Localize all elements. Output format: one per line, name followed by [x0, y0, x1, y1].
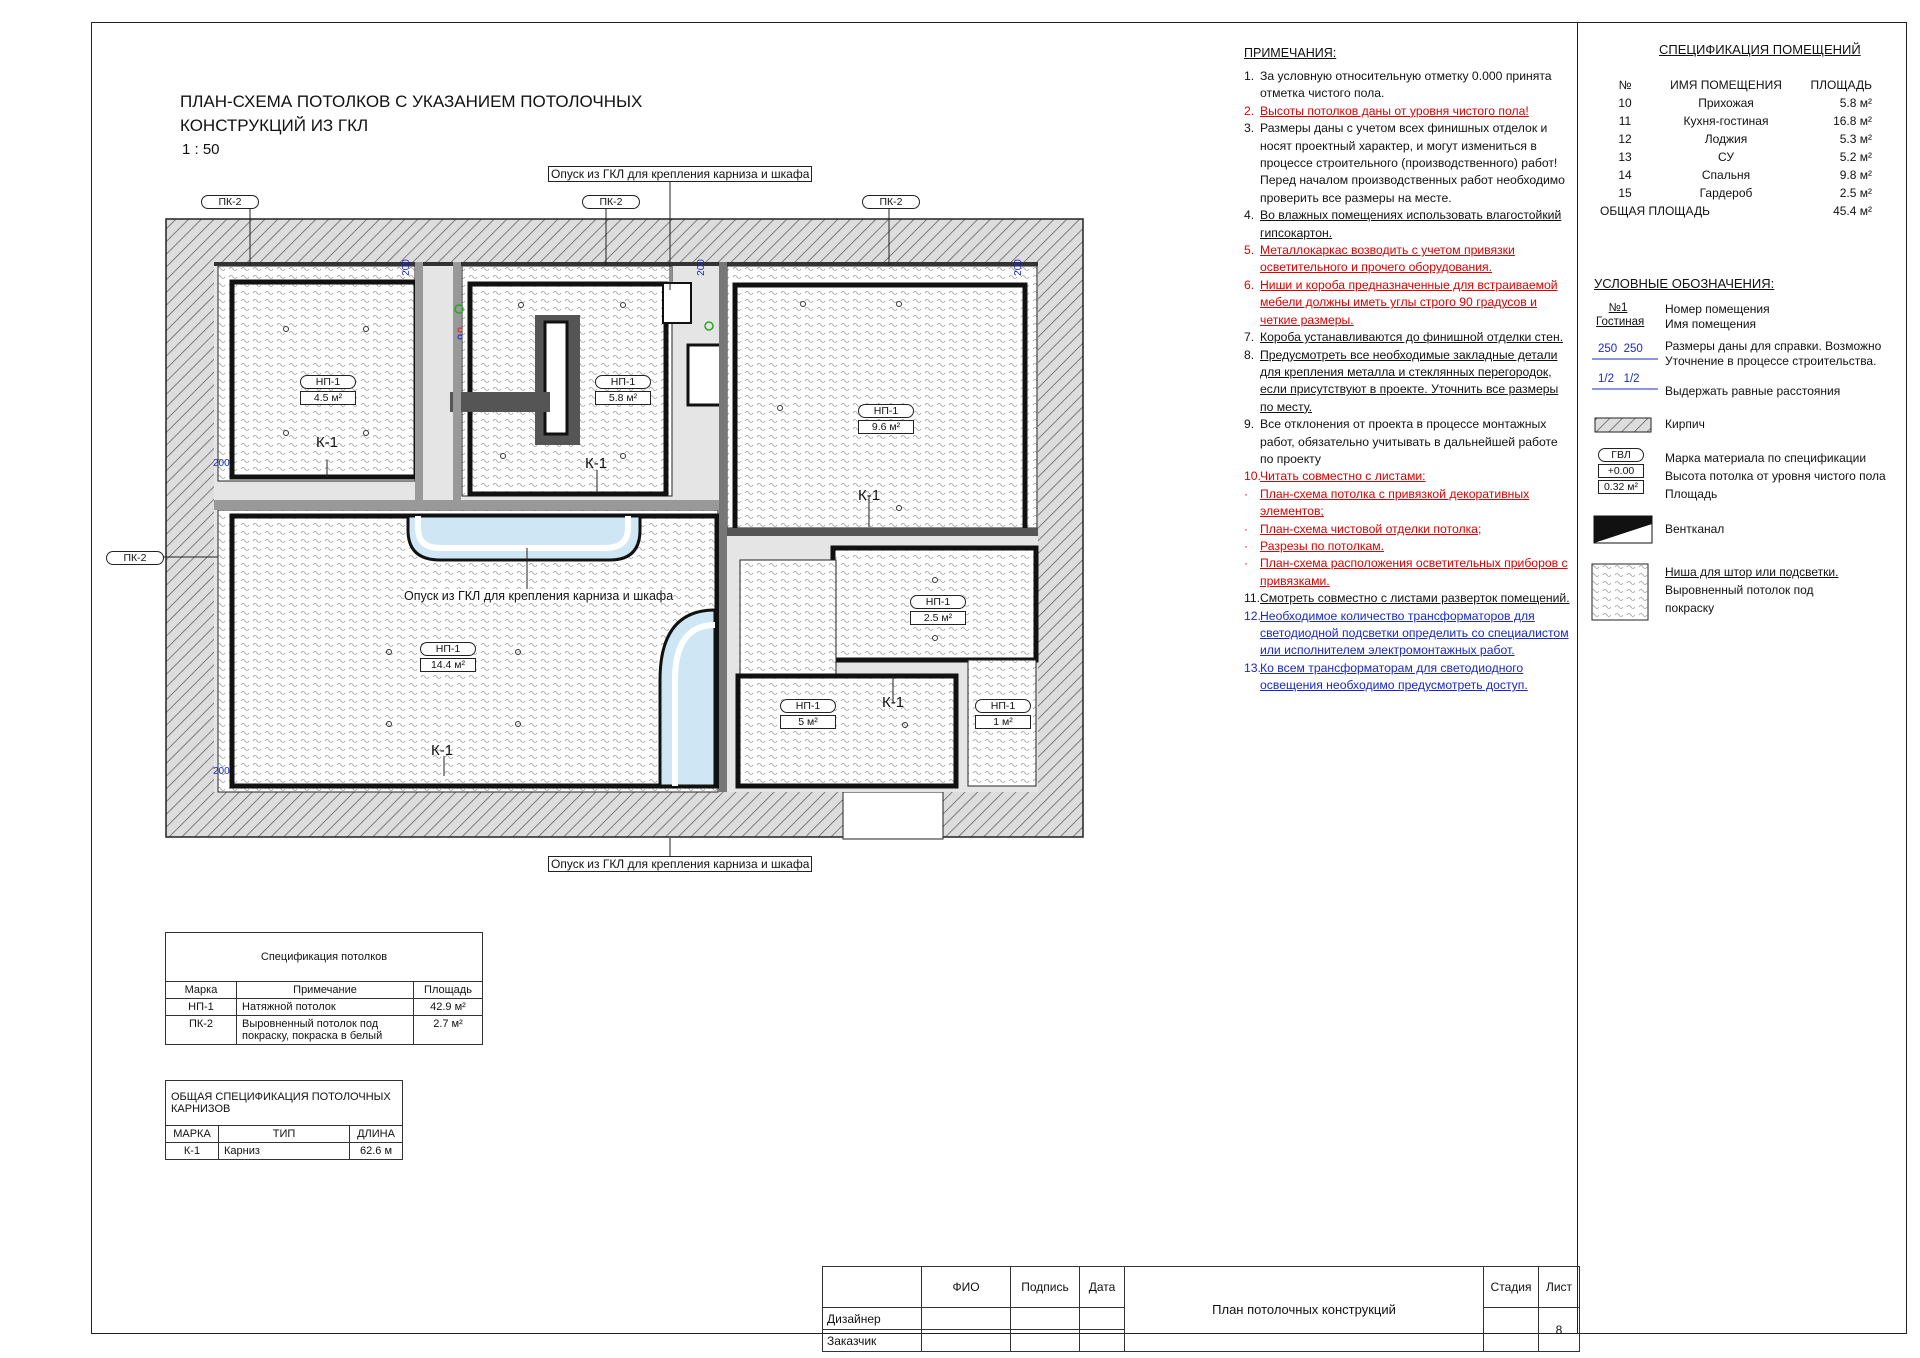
tag-pk2: ПК-2 [201, 195, 259, 209]
note-text: За условную относительную отметку 0.000 принята отметка чистого пола. [1260, 69, 1552, 101]
room-tag: НП-1 [780, 699, 836, 713]
room-tag: НП-1 [975, 699, 1031, 713]
cornice-spec-cell: К-1 [166, 1143, 219, 1160]
note-num: · [1244, 486, 1249, 501]
cornice-label: К-1 [882, 694, 905, 711]
tb-stage-label: Стадия [1484, 1267, 1539, 1308]
table-row [1600, 112, 1872, 130]
note-text: Высоты потолков даны от уровня чистого пола! [1260, 103, 1529, 118]
legend-line: Вентканал [1665, 522, 1725, 536]
room-name: Гардероб [1699, 186, 1753, 200]
tb-sheet-number: 8 [1539, 1308, 1580, 1352]
ceiling-spec-cell: Выровненный потолок под покраску, покраска в белый [237, 1016, 414, 1045]
note-item [1244, 660, 1574, 695]
legend-text [1665, 302, 1770, 332]
legend-symbol-text: 0.32 м² [1598, 480, 1644, 494]
room-area: 4.5 м² [300, 391, 356, 405]
callout-top: Опуск из ГКЛ для крепления карниза и шкафа [548, 166, 812, 182]
room-name: Прихожая [1698, 96, 1754, 110]
ceiling-spec-title: Спецификация потолков [166, 933, 483, 982]
note-text: Необходимое количество трансформаторов для светодиодной подсветки определить со специалистом или исполнителем электромонтажных работ. [1260, 608, 1569, 658]
room-tag: НП-1 [420, 642, 476, 656]
legend-line: Имя помещения [1665, 317, 1757, 331]
note-num: 9. [1244, 417, 1255, 432]
note-text: Во влажных помещениях использовать влагостойкий гипсокартон. [1260, 208, 1562, 240]
note-num: 4. [1244, 208, 1255, 223]
note-num: 2. [1244, 103, 1255, 118]
drawing-scale: 1 : 50 [182, 141, 220, 158]
table-row [166, 1016, 483, 1045]
legend-line: Номер помещения [1665, 302, 1770, 316]
legend-line: Уточнение в процессе строительства. [1665, 354, 1877, 368]
room-name: Кухня-гостиная [1683, 114, 1769, 128]
legend-line: покраску [1665, 601, 1715, 615]
room-num: 11 [1618, 114, 1632, 128]
note-item [1244, 68, 1574, 103]
legend-line: Высота потолка от уровня чистого пола [1665, 469, 1886, 483]
note-item [1244, 521, 1574, 538]
note-item [1244, 416, 1574, 468]
tb-row-client: Заказчик [823, 1330, 922, 1352]
note-num: 13. [1244, 660, 1261, 675]
tag-pk2: ПК-2 [862, 195, 920, 209]
legend-line: Площадь [1665, 487, 1718, 501]
room-area: 1 м² [975, 715, 1031, 729]
tag-pk2: ПК-2 [582, 195, 640, 209]
ceiling-spec-cell: НП-1 [166, 999, 237, 1016]
note-num: 1. [1244, 69, 1255, 83]
legend-symbol-text: ГВЛ [1598, 448, 1644, 462]
tb-cell [1080, 1330, 1125, 1352]
ventilation-icon [1590, 512, 1656, 546]
legend-dim-line [1592, 356, 1658, 362]
cornice-spec-header: ТИП [219, 1126, 350, 1143]
niche-pattern-icon [1590, 562, 1650, 622]
legend-symbol-text: №1 [1608, 302, 1628, 314]
room-total-value: 45.4 м² [1833, 204, 1872, 218]
room-area: 5.8 м² [1839, 96, 1872, 110]
legend-line: Размеры даны для справки. Возможно [1665, 339, 1882, 353]
legend-symbol-text: Гостиная [1596, 316, 1645, 328]
tb-cell [1011, 1330, 1080, 1352]
note-num: 12. [1244, 608, 1261, 623]
note-item [1244, 590, 1574, 607]
legend-symbol-text: 250 [1623, 343, 1643, 355]
cornice-label: К-1 [585, 455, 608, 472]
drawing-title-line1: ПЛАН-СХЕМА ПОТОЛКОВ С УКАЗАНИЕМ ПОТОЛОЧНЫХ [180, 92, 643, 111]
tb-stage-value [1484, 1308, 1539, 1352]
ceiling-spec-cell: Натяжной потолок [237, 999, 414, 1016]
table-row [1600, 184, 1872, 202]
room-area: 9.6 м² [858, 420, 914, 434]
note-item [1244, 347, 1574, 417]
table-row [1600, 94, 1872, 112]
note-item [1244, 538, 1574, 555]
cornice-spec-title: ОБЩАЯ СПЕЦИФИКАЦИЯ ПОТОЛОЧНЫХ КАРНИЗОВ [166, 1081, 403, 1126]
note-num: 7. [1244, 330, 1255, 345]
note-num: 10. [1244, 469, 1261, 484]
ceiling-spec-cell: ПК-2 [166, 1016, 237, 1045]
callout-middle: Опуск из ГКЛ для крепления карниза и шкафа [404, 589, 674, 603]
note-text: Короба устанавливаются до финишной отделки стен. [1260, 330, 1564, 345]
legend-line: Выдержать равные расстояния [1665, 384, 1841, 398]
tb-cell [922, 1308, 1011, 1330]
table-row [166, 999, 483, 1016]
note-num: 6. [1244, 277, 1255, 292]
legend-symbol-text: +0.00 [1598, 464, 1644, 478]
room-num: 13 [1618, 150, 1632, 164]
tb-col-sign: Подпись [1011, 1267, 1080, 1308]
legend-symbol-text: 1/2 [1623, 373, 1640, 385]
legend-brick-icon [1590, 412, 1656, 438]
note-text: Металлокаркас возводить с учетом привязки осветительного и прочего оборудования. [1260, 243, 1515, 275]
note-num: 5. [1244, 243, 1255, 258]
cornice-label: К-1 [431, 742, 454, 759]
room-num: 10 [1618, 96, 1632, 110]
cornice-label: К-1 [316, 434, 339, 451]
note-item [1244, 103, 1574, 120]
legend-text [1665, 339, 1881, 369]
legend-line: Марка материала по спецификации [1665, 451, 1867, 465]
note-item [1244, 242, 1574, 277]
note-text: Читать совместно с листами: [1260, 469, 1426, 484]
room-tag: НП-1 [910, 595, 966, 609]
note-num: 8. [1244, 347, 1255, 362]
note-text: Ниши и короба предназначенные для встраиваемой мебели должны иметь углы строго 90 градусов и четкие размеры. [1260, 277, 1558, 327]
legend-line: Кирпич [1665, 417, 1705, 431]
room-tag: НП-1 [595, 375, 651, 389]
note-num: · [1244, 556, 1249, 571]
note-item [1244, 486, 1574, 521]
note-text: Все отклонения от проекта в процессе монтажных работ, обязательно учитывать в дальнейшей работе по проекту [1260, 417, 1558, 466]
note-text: План-схема расположения осветительных приборов с привязками. [1260, 556, 1568, 588]
table-row [1600, 148, 1872, 166]
legend-text [1665, 449, 1886, 503]
legend-line: Выровненный потолок под [1665, 583, 1814, 597]
tb-col-date: Дата [1080, 1267, 1125, 1308]
legend-symbol-text: 250 [1598, 343, 1618, 355]
room-area: 14.4 м² [420, 658, 476, 672]
tb-sheet-label: Лист [1539, 1267, 1580, 1308]
room-name: СУ [1718, 150, 1734, 164]
cornice-spec-cell: Карниз [219, 1143, 350, 1160]
room-area: 5.2 м² [1839, 150, 1872, 164]
tb-row-designer: Дизайнер [823, 1308, 922, 1330]
room-area: 2.5 м² [1839, 186, 1872, 200]
dim-label: 200 [695, 259, 707, 276]
room-area: 5.8 м² [595, 391, 651, 405]
tb-col-fio: ФИО [922, 1267, 1011, 1308]
note-text: План-схема чистовой отделки потолка; [1260, 521, 1482, 536]
room-area: 16.8 м² [1833, 114, 1872, 128]
room-area: 9.8 м² [1839, 168, 1872, 182]
ceiling-spec-header: Марка [166, 982, 237, 999]
room-spec-header: ИМЯ ПОМЕЩЕНИЯ [1670, 78, 1782, 92]
table-row [1600, 166, 1872, 184]
dim-label: 200 [213, 458, 230, 469]
note-num: 3. [1244, 121, 1255, 136]
room-spec-header: ПЛОЩАДЬ [1810, 78, 1872, 92]
notes-list [1244, 68, 1574, 695]
room-name: Спальня [1701, 168, 1751, 182]
room-area: 2.5 м² [910, 611, 966, 625]
legend-text [1665, 563, 1838, 617]
ceiling-spec-header: Площадь [414, 982, 483, 999]
room-tag: НП-1 [300, 375, 356, 389]
note-item [1244, 277, 1574, 329]
room-spec-title: СПЕЦИФИКАЦИЯ ПОМЕЩЕНИЙ [1659, 42, 1861, 57]
legend-material-symbol [1598, 448, 1644, 494]
note-num: · [1244, 538, 1249, 553]
title-block [822, 1266, 1580, 1352]
room-spec-table [1600, 76, 1872, 220]
tb-blank [823, 1267, 922, 1308]
legend-line: Ниша для штор или подсветки. [1665, 565, 1839, 579]
note-item [1244, 120, 1574, 207]
room-name: Лоджия [1704, 132, 1748, 146]
room-area: 5 м² [780, 715, 836, 729]
room-spec-header: № [1618, 78, 1632, 92]
note-num: · [1244, 521, 1249, 536]
note-text: План-схема потолка с привязкой декоративных элементов; [1260, 486, 1530, 519]
legend-equal-line [1592, 386, 1658, 392]
tb-cell [922, 1330, 1011, 1352]
cornice-spec-table [165, 1080, 403, 1160]
table-row [166, 1143, 403, 1160]
cornice-spec-header: МАРКА [166, 1126, 219, 1143]
room-num: 12 [1618, 132, 1632, 146]
ceiling-spec-cell: 2.7 м² [414, 1016, 483, 1045]
cornice-label: К-1 [858, 487, 881, 504]
room-num: 14 [1618, 168, 1632, 182]
tb-sheet-name: План потолочных конструкций [1125, 1267, 1484, 1352]
tag-pk2: ПК-2 [106, 551, 164, 565]
ceiling-spec-table [165, 932, 483, 1045]
note-text: Разрезы по потолкам. [1260, 538, 1385, 553]
note-text: Смотреть совместно с листами разверток помещений. [1260, 591, 1570, 606]
legend-room-symbol [1596, 301, 1645, 329]
note-item [1244, 207, 1574, 242]
note-text: Ко всем трансформаторам для светодиодного освещения необходимо предусмотреть доступ. [1260, 660, 1528, 693]
legend-symbol-text: 1/2 [1598, 373, 1614, 385]
legend-equal-symbol [1598, 373, 1640, 385]
room-tag: НП-1 [858, 404, 914, 418]
cornice-spec-header: ДЛИНА [350, 1126, 403, 1143]
table-row [1600, 202, 1872, 220]
note-num: 11. [1244, 591, 1261, 606]
note-item [1244, 608, 1574, 660]
legend-title: УСЛОВНЫЕ ОБОЗНАЧЕНИЯ: [1594, 276, 1775, 291]
tb-cell [1011, 1308, 1080, 1330]
dim-label: 200 [1012, 259, 1024, 276]
note-item [1244, 555, 1574, 590]
note-text: Предусмотреть все необходимые закладные детали для крепления металла и стеклянных перегородок, если присутствуют в проекте. Уточнить все размеры по месту. [1260, 347, 1559, 414]
table-row [1600, 130, 1872, 148]
dim-label: 200 [400, 259, 412, 276]
room-area: 5.3 м² [1839, 132, 1872, 146]
ceiling-spec-header: Примечание [237, 982, 414, 999]
notes-title: ПРИМЕЧАНИЯ: [1244, 46, 1337, 60]
callout-bottom: Опуск из ГКЛ для крепления карниза и шкафа [548, 856, 812, 872]
drawing-title-line2: КОНСТРУКЦИЙ ИЗ ГКЛ [180, 116, 369, 135]
note-item [1244, 468, 1574, 485]
ceiling-spec-cell: 42.9 м² [414, 999, 483, 1016]
room-total-label: ОБЩАЯ ПЛОЩАДЬ [1600, 204, 1710, 218]
room-num: 15 [1618, 186, 1632, 200]
note-text: Размеры даны с учетом всех финишных отделок и носят проектный характер, и могут измениться в процессе строительного (производственного) работ! Перед началом производственных работ необходимо проверить все размеры на месте. [1260, 121, 1565, 205]
tb-cell [1080, 1308, 1125, 1330]
dim-label: 200 [213, 766, 230, 777]
cornice-spec-cell: 62.6 м [350, 1143, 403, 1160]
note-item [1244, 329, 1574, 346]
legend-dim-symbol [1598, 343, 1643, 355]
